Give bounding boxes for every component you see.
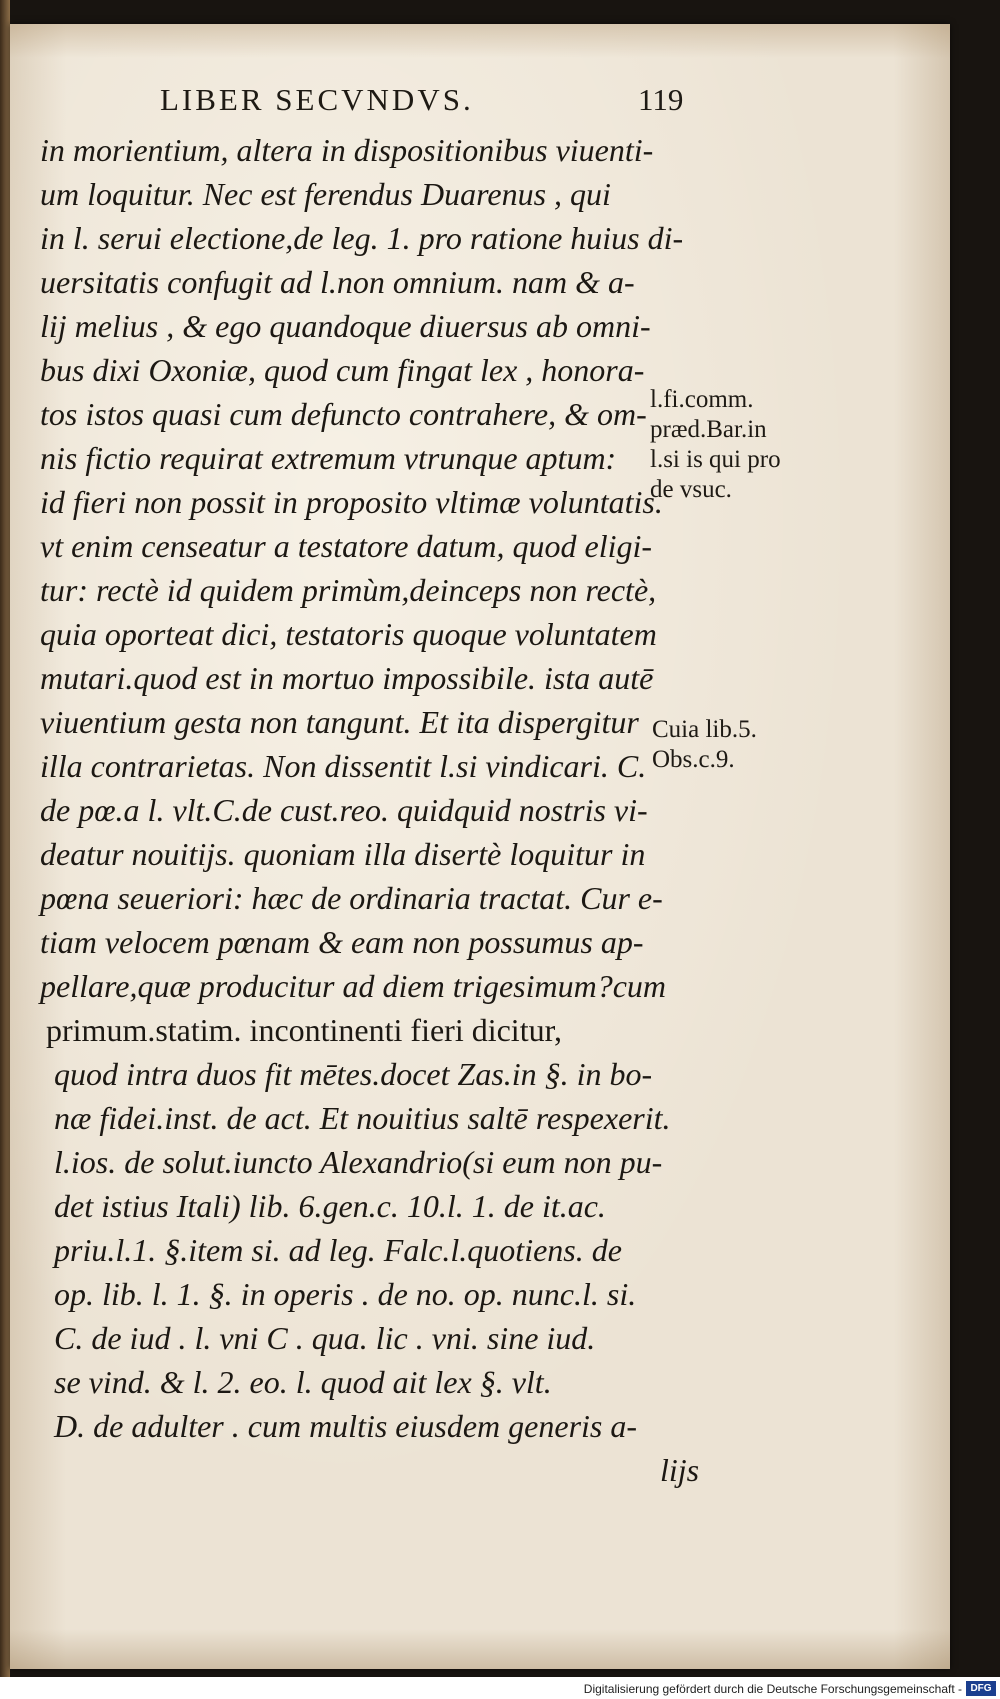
body-line: op. lib. l. 1. §. in operis . de no. op. nunc.l. si. xyxy=(54,1276,637,1312)
body-line: quod intra duos fit mētes.docet Zas.in §. in bo- xyxy=(54,1056,653,1092)
book-binding-edge xyxy=(0,0,10,1699)
body-line: C. de iud . l. vni C . qua. lic . vni. sine iud. xyxy=(54,1320,596,1356)
margin-note-line: præd.Bar.in xyxy=(650,416,767,443)
margin-note-line: de vsuc. xyxy=(650,476,732,503)
body-line: quia oporteat dici, testatoris quoque voluntatem xyxy=(40,616,657,652)
body-line: vt enim censeatur a testatore datum, quod eligi- xyxy=(40,528,653,564)
body-line: viuentium gesta non tangunt. Et ita dispergitur xyxy=(40,704,639,740)
body-line: illa contrarietas. Non dissentit l.si vindicari. C. xyxy=(40,748,647,784)
body-line: se vind. & l. 2. eo. l. quod ait lex §. vlt. xyxy=(54,1364,552,1400)
body-line: l.ios. de solut.iuncto Alexandrio(si eum non pu- xyxy=(54,1144,663,1180)
margin-note-line: Cuia lib.5. xyxy=(652,716,757,743)
running-head: LIBER SECVNDVS. xyxy=(160,82,474,117)
margin-note-line: l.fi.comm. xyxy=(650,386,754,413)
body-line: um loquitur. Nec est ferendus Duarenus , qui xyxy=(40,176,611,212)
body-line: priu.l.1. §.item si. ad leg. Falc.l.quotiens. de xyxy=(54,1232,622,1268)
body-line: id fieri non possit in proposito vltimæ voluntatis. xyxy=(40,484,663,520)
body-line: bus dixi Oxoniæ, quod cum fingat lex , honora- xyxy=(40,352,645,388)
body-line: in l. serui electione,de leg. 1. pro ratione huius di- xyxy=(40,220,684,256)
body-line: D. de adulter . cum multis eiusdem generis a- xyxy=(54,1408,638,1444)
body-line: tos istos quasi cum defuncto contrahere, & om- xyxy=(40,396,647,432)
page-number: 119 xyxy=(638,82,684,117)
margin-note-line: Obs.c.9. xyxy=(652,746,735,773)
body-line: pellare,quæ producitur ad diem trigesimum?cum xyxy=(40,968,667,1004)
body-line: tiam velocem pœnam & eam non possumus ap- xyxy=(40,924,644,960)
body-line: lij melius , & ego quandoque diuersus ab omni- xyxy=(40,308,651,344)
footer-bar xyxy=(0,1677,1000,1699)
body-line: det istius Itali) lib. 6.gen.c. 10.l. 1. de it.ac. xyxy=(54,1188,606,1224)
body-line: tur: rectè id quidem primùm,deinceps non rectè, xyxy=(40,572,657,608)
body-line: uersitatis confugit ad l.non omnium. nam & a- xyxy=(40,264,635,300)
book-page xyxy=(10,24,950,1669)
body-line: in morientium, altera in dispositionibus viuenti- xyxy=(40,132,654,168)
digitization-credit: Digitalisierung gefördert durch die Deutsche Forschungsgemeinschaft - xyxy=(583,1682,962,1696)
margin-note-line: l.si is qui pro xyxy=(650,446,781,473)
body-line: deatur nouitijs. quoniam illa disertè loquitur in xyxy=(40,836,646,872)
body-line: primum.statim. incontinenti fieri dicitur, xyxy=(46,1012,562,1048)
body-line: mutari.quod est in mortuo impossibile. ista autē xyxy=(40,660,654,696)
body-line: pœna seueriori: hæc de ordinaria tractat. Cur e- xyxy=(40,880,663,916)
catchword: lijs xyxy=(660,1452,700,1488)
body-line: næ fidei.inst. de act. Et nouitius saltē respexerit. xyxy=(54,1100,671,1136)
body-line: nis fictio requirat extremum vtrunque aptum: xyxy=(40,440,617,476)
body-line: de pœ.a l. vlt.C.de cust.reo. quidquid nostris vi- xyxy=(40,792,648,828)
dfg-logo: DFG xyxy=(966,1681,996,1696)
